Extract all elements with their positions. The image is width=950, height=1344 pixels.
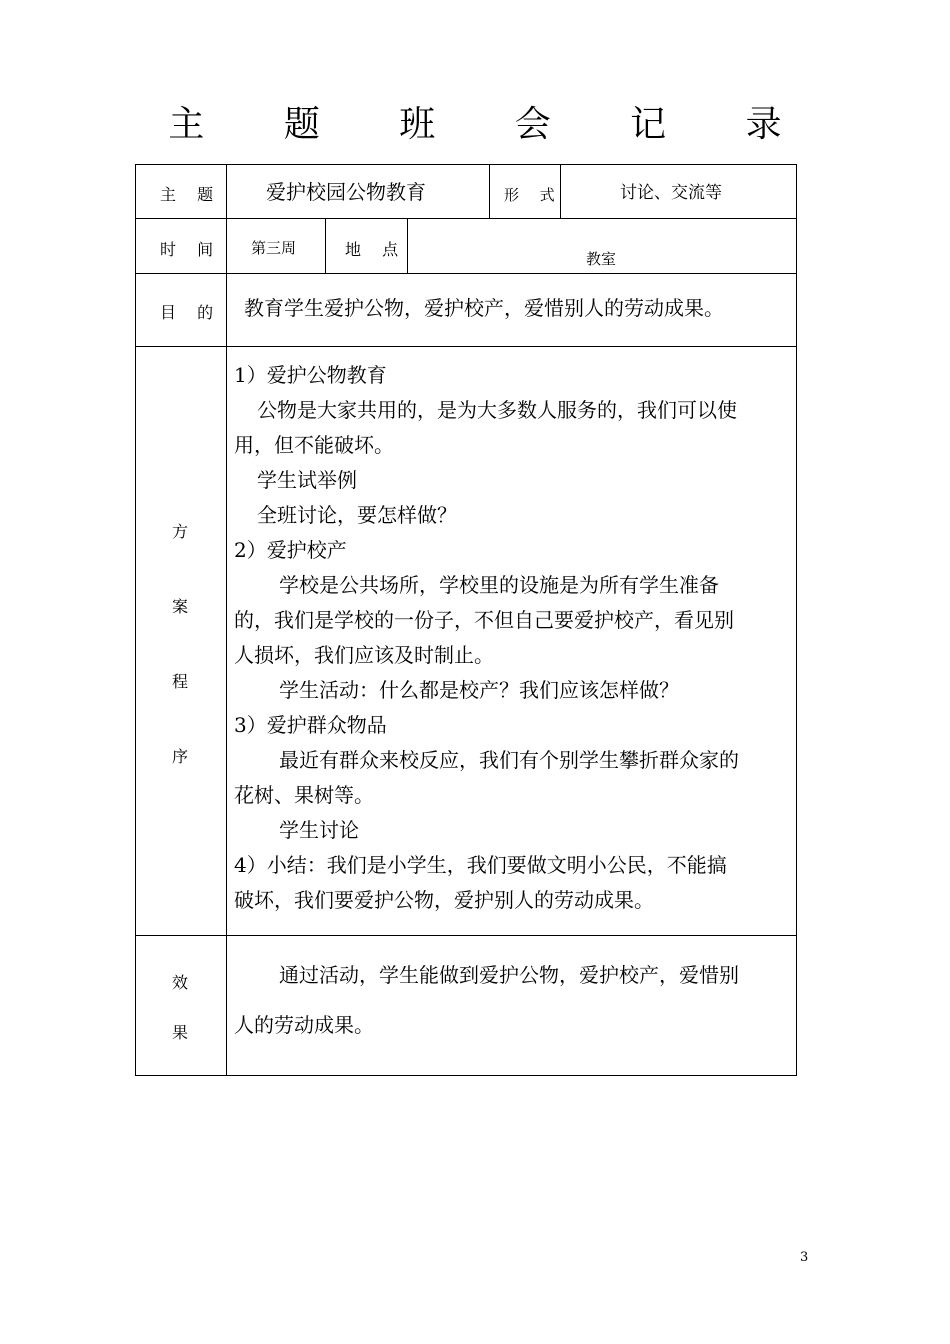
purpose-value: 教育学生爱护公物，爱护校产，爱惜别人的劳动成果。: [244, 296, 724, 320]
plan-line: 4）小结：我们是小学生，我们要做文明小公民，不能搞: [234, 853, 727, 877]
plan-line: 1）爱护公物教育: [234, 363, 387, 387]
topic-label: 主 题: [160, 185, 222, 204]
effect-label-char: 效: [171, 973, 188, 992]
row-divider-4: [135, 935, 797, 936]
plan-line: 3）爱护群众物品: [234, 713, 387, 737]
row2-divider-b: [407, 218, 408, 274]
plan-line: 用，但不能破坏。: [234, 433, 394, 457]
plan-label-char: 案: [171, 597, 188, 616]
plan-line: 学生讨论: [279, 818, 359, 842]
plan-line: 学生试举例: [257, 468, 357, 492]
effect-line: 人的劳动成果。: [234, 1013, 374, 1037]
plan-line: 人损坏，我们应该及时制止。: [234, 643, 494, 667]
page-number: 3: [800, 1250, 809, 1265]
plan-line: 破坏，我们要爱护公物，爱护别人的劳动成果。: [234, 888, 654, 912]
plan-line: 最近有群众来校反应，我们有个别学生攀折群众家的: [279, 748, 739, 772]
table-border-right: [796, 164, 797, 1076]
plan-line: 的，我们是学校的一份子，不但自己要爱护校产，看见别: [234, 608, 734, 632]
time-label: 时 间: [160, 240, 222, 259]
plan-label-char: 方: [171, 522, 188, 541]
row2-divider-a: [325, 218, 326, 274]
plan-label-char: 程: [171, 672, 188, 691]
form-label: 形 式: [504, 186, 563, 204]
plan-line: 花树、果树等。: [234, 783, 374, 807]
row-divider-2: [135, 273, 797, 274]
row-divider-3: [135, 346, 797, 347]
plan-label-char: 序: [171, 747, 188, 766]
plan-line: 公物是大家共用的，是为大多数人服务的，我们可以使: [257, 398, 737, 422]
page-title: 主 题 班 会 记 录: [168, 104, 816, 145]
plan-line: 全班讨论，要怎样做？: [257, 503, 457, 527]
time-value: 第三周: [251, 239, 297, 257]
effect-label-char: 果: [171, 1023, 188, 1042]
place-label: 地 点: [345, 240, 407, 259]
purpose-label: 目 的: [160, 303, 222, 322]
topic-value: 爱护校园公物教育: [266, 180, 426, 204]
row1-divider-a: [489, 164, 490, 219]
label-column-divider: [226, 164, 227, 1076]
place-value: 教室: [586, 250, 617, 268]
plan-line: 2）爱护校产: [234, 538, 347, 562]
table-border-top: [135, 164, 797, 165]
plan-line: 学生活动：什么都是校产？我们应该怎样做？: [279, 678, 679, 702]
form-value: 讨论、交流等: [620, 183, 722, 203]
table-border-bottom: [135, 1075, 797, 1076]
row-divider-1: [135, 218, 797, 219]
effect-line: 通过活动，学生能做到爱护公物，爱护校产，爱惜别: [279, 963, 739, 987]
plan-line: 学校是公共场所，学校里的设施是为所有学生准备: [279, 573, 719, 597]
table-border-left: [135, 164, 136, 1076]
